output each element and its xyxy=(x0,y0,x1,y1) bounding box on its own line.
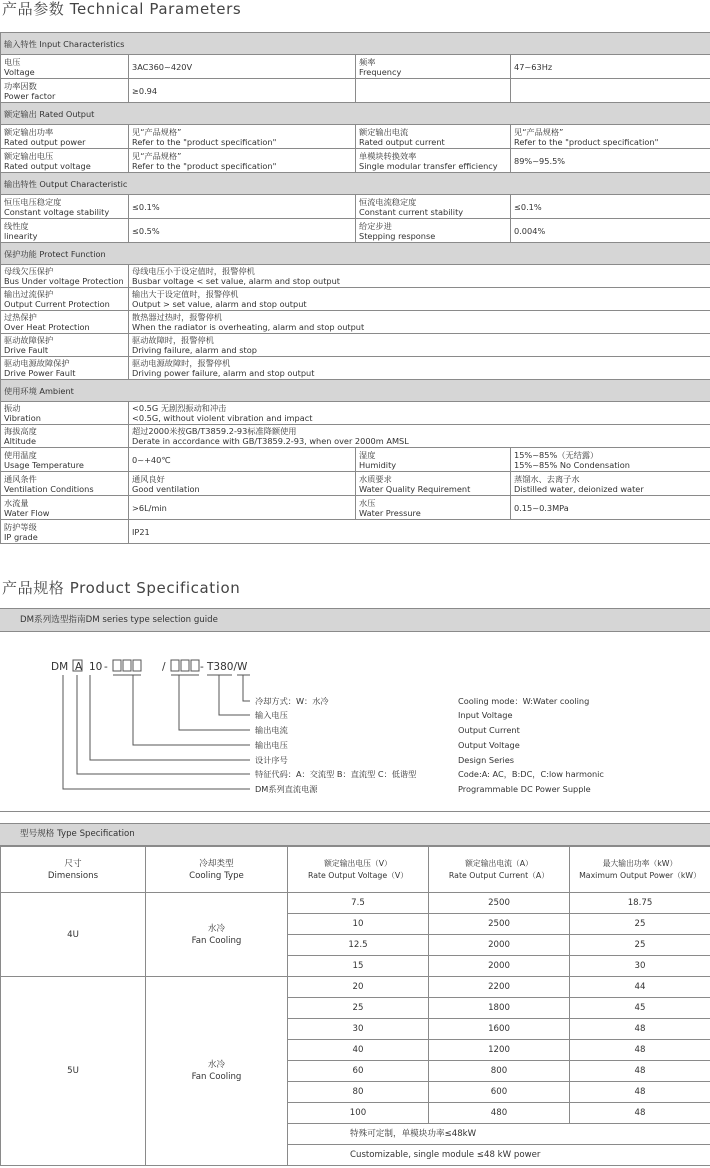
section-output: 输出特性 Output Characteristic xyxy=(1,173,710,195)
row-linearity: 线性度 linearity ≤0.5% 给定步进 Stepping response 0.004% xyxy=(1,219,710,243)
leader-code xyxy=(77,675,250,774)
dimension-cell: 5U xyxy=(1,977,146,1166)
customization-note: Customizable, single module ≤48 kW power xyxy=(288,1145,710,1166)
voltage-cell: 20 xyxy=(288,977,429,998)
voltage-cell: 100 xyxy=(288,1103,429,1124)
legend-en-input: Input Voltage xyxy=(458,710,513,720)
section-ambient: 使用环境 Ambient xyxy=(1,380,710,402)
model-code-diagram xyxy=(0,640,710,810)
header-voltage: 额定输出电压（V） Rate Output Voltage（V） xyxy=(288,847,429,893)
row-power-factor: 功率因数 Power factor ≥0.94 xyxy=(1,79,710,103)
type-specification-table xyxy=(0,846,710,1166)
header-cooling: 冷却类型 Cooling Type xyxy=(146,847,288,893)
row-ventilation: 通风条件 Ventilation Conditions 通风良好 Good ventilation 水质要求 Water Quality Requirement 蒸馏水、去离子水 Distilled water, deionized water xyxy=(1,472,710,496)
code-box-4 xyxy=(171,660,179,671)
cooling-cell: 水冷 Fan Cooling xyxy=(146,977,288,1166)
model-dash-2: - xyxy=(200,661,204,673)
spec-header-row xyxy=(1,847,710,893)
voltage-cell: 40 xyxy=(288,1040,429,1061)
row-water: 水流量 Water Flow >6L/min 水压 Water Pressure 0.15~0.3MPa xyxy=(1,496,710,520)
spec-body xyxy=(1,893,710,1166)
code-box-2 xyxy=(123,660,131,671)
row-rated-power: 额定输出功率 Rated output power 见“产品规格” Refer to the "product specification" 额定输出电流 Rated output current 见“产品规格” Refer to the "product specification" xyxy=(1,125,710,149)
leader-voltage xyxy=(133,675,250,745)
code-box-1 xyxy=(113,660,121,671)
voltage-cell: 15 xyxy=(288,956,429,977)
legend-zh-dm: DM系列直流电源 xyxy=(255,784,318,794)
legend-en-design: Design Series xyxy=(458,755,515,765)
section-input: 输入特性 Input Characteristics xyxy=(1,33,710,55)
power-cell: 30 xyxy=(570,956,710,977)
model-dash-1: - xyxy=(104,661,108,673)
voltage-cell: 12.5 xyxy=(288,935,429,956)
power-cell: 48 xyxy=(570,1040,710,1061)
table-row xyxy=(1,893,710,914)
power-cell: 45 xyxy=(570,998,710,1019)
power-cell: 48 xyxy=(570,1061,710,1082)
legend-zh-input: 输入电压 xyxy=(255,710,288,720)
voltage-cell: 10 xyxy=(288,914,429,935)
row-rated-voltage: 额定输出电压 Rated output voltage 见“产品规格” Refer to the "product specification" 单模块转换效率 Single modular transfer efficiency 89%~95.5% xyxy=(1,149,710,173)
legend-en-voltage: Output Voltage xyxy=(458,740,520,750)
power-cell: 25 xyxy=(570,935,710,956)
legend-en-dm: Programmable DC Power Supple xyxy=(458,784,591,794)
legend-en-cooling: Cooling mode：W:Water cooling xyxy=(458,696,590,706)
current-cell: 800 xyxy=(429,1061,570,1082)
current-cell: 2500 xyxy=(429,914,570,935)
type-specification-bar: 型号规格 Type Specification xyxy=(0,823,710,846)
legend-zh-voltage: 输出电压 xyxy=(255,740,288,750)
current-cell: 1600 xyxy=(429,1019,570,1040)
current-cell: 2000 xyxy=(429,956,570,977)
legend-zh-design: 设计序号 xyxy=(255,755,288,765)
customization-note: 特殊可定制，单模块功率≤48kW xyxy=(288,1124,710,1145)
legend-zh-code: 特征代码：A：交流型 B：直流型 C：低谐型 xyxy=(255,769,417,779)
current-cell: 2500 xyxy=(429,893,570,914)
cooling-cell: 水冷 Fan Cooling xyxy=(146,893,288,977)
header-power: 最大输出功率（kW） Maximum Output Power（kW） xyxy=(570,847,710,893)
product-specification-title: 产品规格 Product Specification xyxy=(2,579,241,597)
selection-guide-bar: DM系列选型指南DM series type selection guide xyxy=(0,608,710,632)
row-stability: 恒压电压稳定度 Constant voltage stability ≤0.1% 恒流电流稳定度 Constant current stability ≤0.1% xyxy=(1,195,710,219)
leader-design xyxy=(90,675,250,760)
legend-en-current: Output Current xyxy=(458,725,520,735)
row-drive-fault: 驱动故障保护 Drive Fault 驱动故障时，报警停机 Driving failure, alarm and stop xyxy=(1,334,710,357)
current-cell: 2200 xyxy=(429,977,570,998)
leader-input xyxy=(219,675,250,715)
code-box-5 xyxy=(181,660,189,671)
row-temp-humidity: 使用温度 Usage Temperature 0~+40℃ 湿度 Humidity 15%~85%（无结露） 15%~85% No Condensation xyxy=(1,448,710,472)
model-boxed-letter: A xyxy=(75,661,83,673)
power-cell: 48 xyxy=(570,1103,710,1124)
model-number: 10 xyxy=(89,661,103,673)
leader-current xyxy=(179,675,250,730)
voltage-cell: 25 xyxy=(288,998,429,1019)
model-slash: / xyxy=(162,661,166,673)
legend-zh-current: 输出电流 xyxy=(255,725,288,735)
voltage-cell: 7.5 xyxy=(288,893,429,914)
power-cell: 48 xyxy=(570,1019,710,1040)
table-row xyxy=(1,977,710,998)
power-cell: 25 xyxy=(570,914,710,935)
technical-parameters-table xyxy=(0,32,710,544)
current-cell: 1200 xyxy=(429,1040,570,1061)
technical-parameters-title: 产品参数 Technical Parameters xyxy=(2,0,242,18)
section-protect: 保护功能 Protect Function xyxy=(1,243,710,265)
header-dimensions: 尺寸 Dimensions xyxy=(1,847,146,893)
voltage-cell: 80 xyxy=(288,1082,429,1103)
row-over-heat: 过热保护 Over Heat Protection 散热器过热时，报警停机 When the radiator is overheating, alarm and stop output xyxy=(1,311,710,334)
header-current: 额定输出电流（A） Rate Output Current（A） xyxy=(429,847,570,893)
current-cell: 2000 xyxy=(429,935,570,956)
row-over-current: 输出过流保护 Output Current Protection 输出大于设定值时，报警停机 Output > set value, alarm and stop output xyxy=(1,288,710,311)
power-cell: 48 xyxy=(570,1082,710,1103)
row-bus-under: 母线欠压保护 Bus Under voltage Protection 母线电压小于设定值时，报警停机 Busbar voltage < set value, alarm and stop output xyxy=(1,265,710,288)
dimension-cell: 4U xyxy=(1,893,146,977)
section-rated: 额定输出 Rated Output xyxy=(1,103,710,125)
code-box-3 xyxy=(133,660,141,671)
current-cell: 1800 xyxy=(429,998,570,1019)
row-vibration: 振动 Vibration <0.5G 无剧烈振动和冲击 <0.5G, without violent vibration and impact xyxy=(1,402,710,425)
leader-dm xyxy=(63,675,250,789)
legend-en-code: Code:A: AC，B:DC，C:low harmonic xyxy=(458,769,604,779)
voltage-cell: 30 xyxy=(288,1019,429,1040)
code-box-6 xyxy=(191,660,199,671)
current-cell: 600 xyxy=(429,1082,570,1103)
row-altitude: 海拔高度 Altitude 超过2000米按GB/T3859.2-93标准降额使用 Derate in accordance with GB/T3859.2-93, when over 2000m AMSL xyxy=(1,425,710,448)
power-cell: 44 xyxy=(570,977,710,998)
row-ip-grade: 防护等级 IP grade IP21 xyxy=(1,520,710,544)
row-drive-power: 驱动电源故障保护 Drive Power Fault 驱动电源故障时，报警停机 Driving power failure, alarm and stop output xyxy=(1,357,710,380)
legend-zh-cooling: 冷却方式：W：水冷 xyxy=(255,696,329,706)
power-cell: 18.75 xyxy=(570,893,710,914)
model-suffix: T380/W xyxy=(207,661,248,673)
row-voltage: 电压 Voltage 3AC360~420V 频率 Frequency 47~63Hz xyxy=(1,55,710,79)
voltage-cell: 60 xyxy=(288,1061,429,1082)
current-cell: 480 xyxy=(429,1103,570,1124)
model-prefix: DM xyxy=(51,661,69,673)
leader-cooling xyxy=(243,675,250,701)
